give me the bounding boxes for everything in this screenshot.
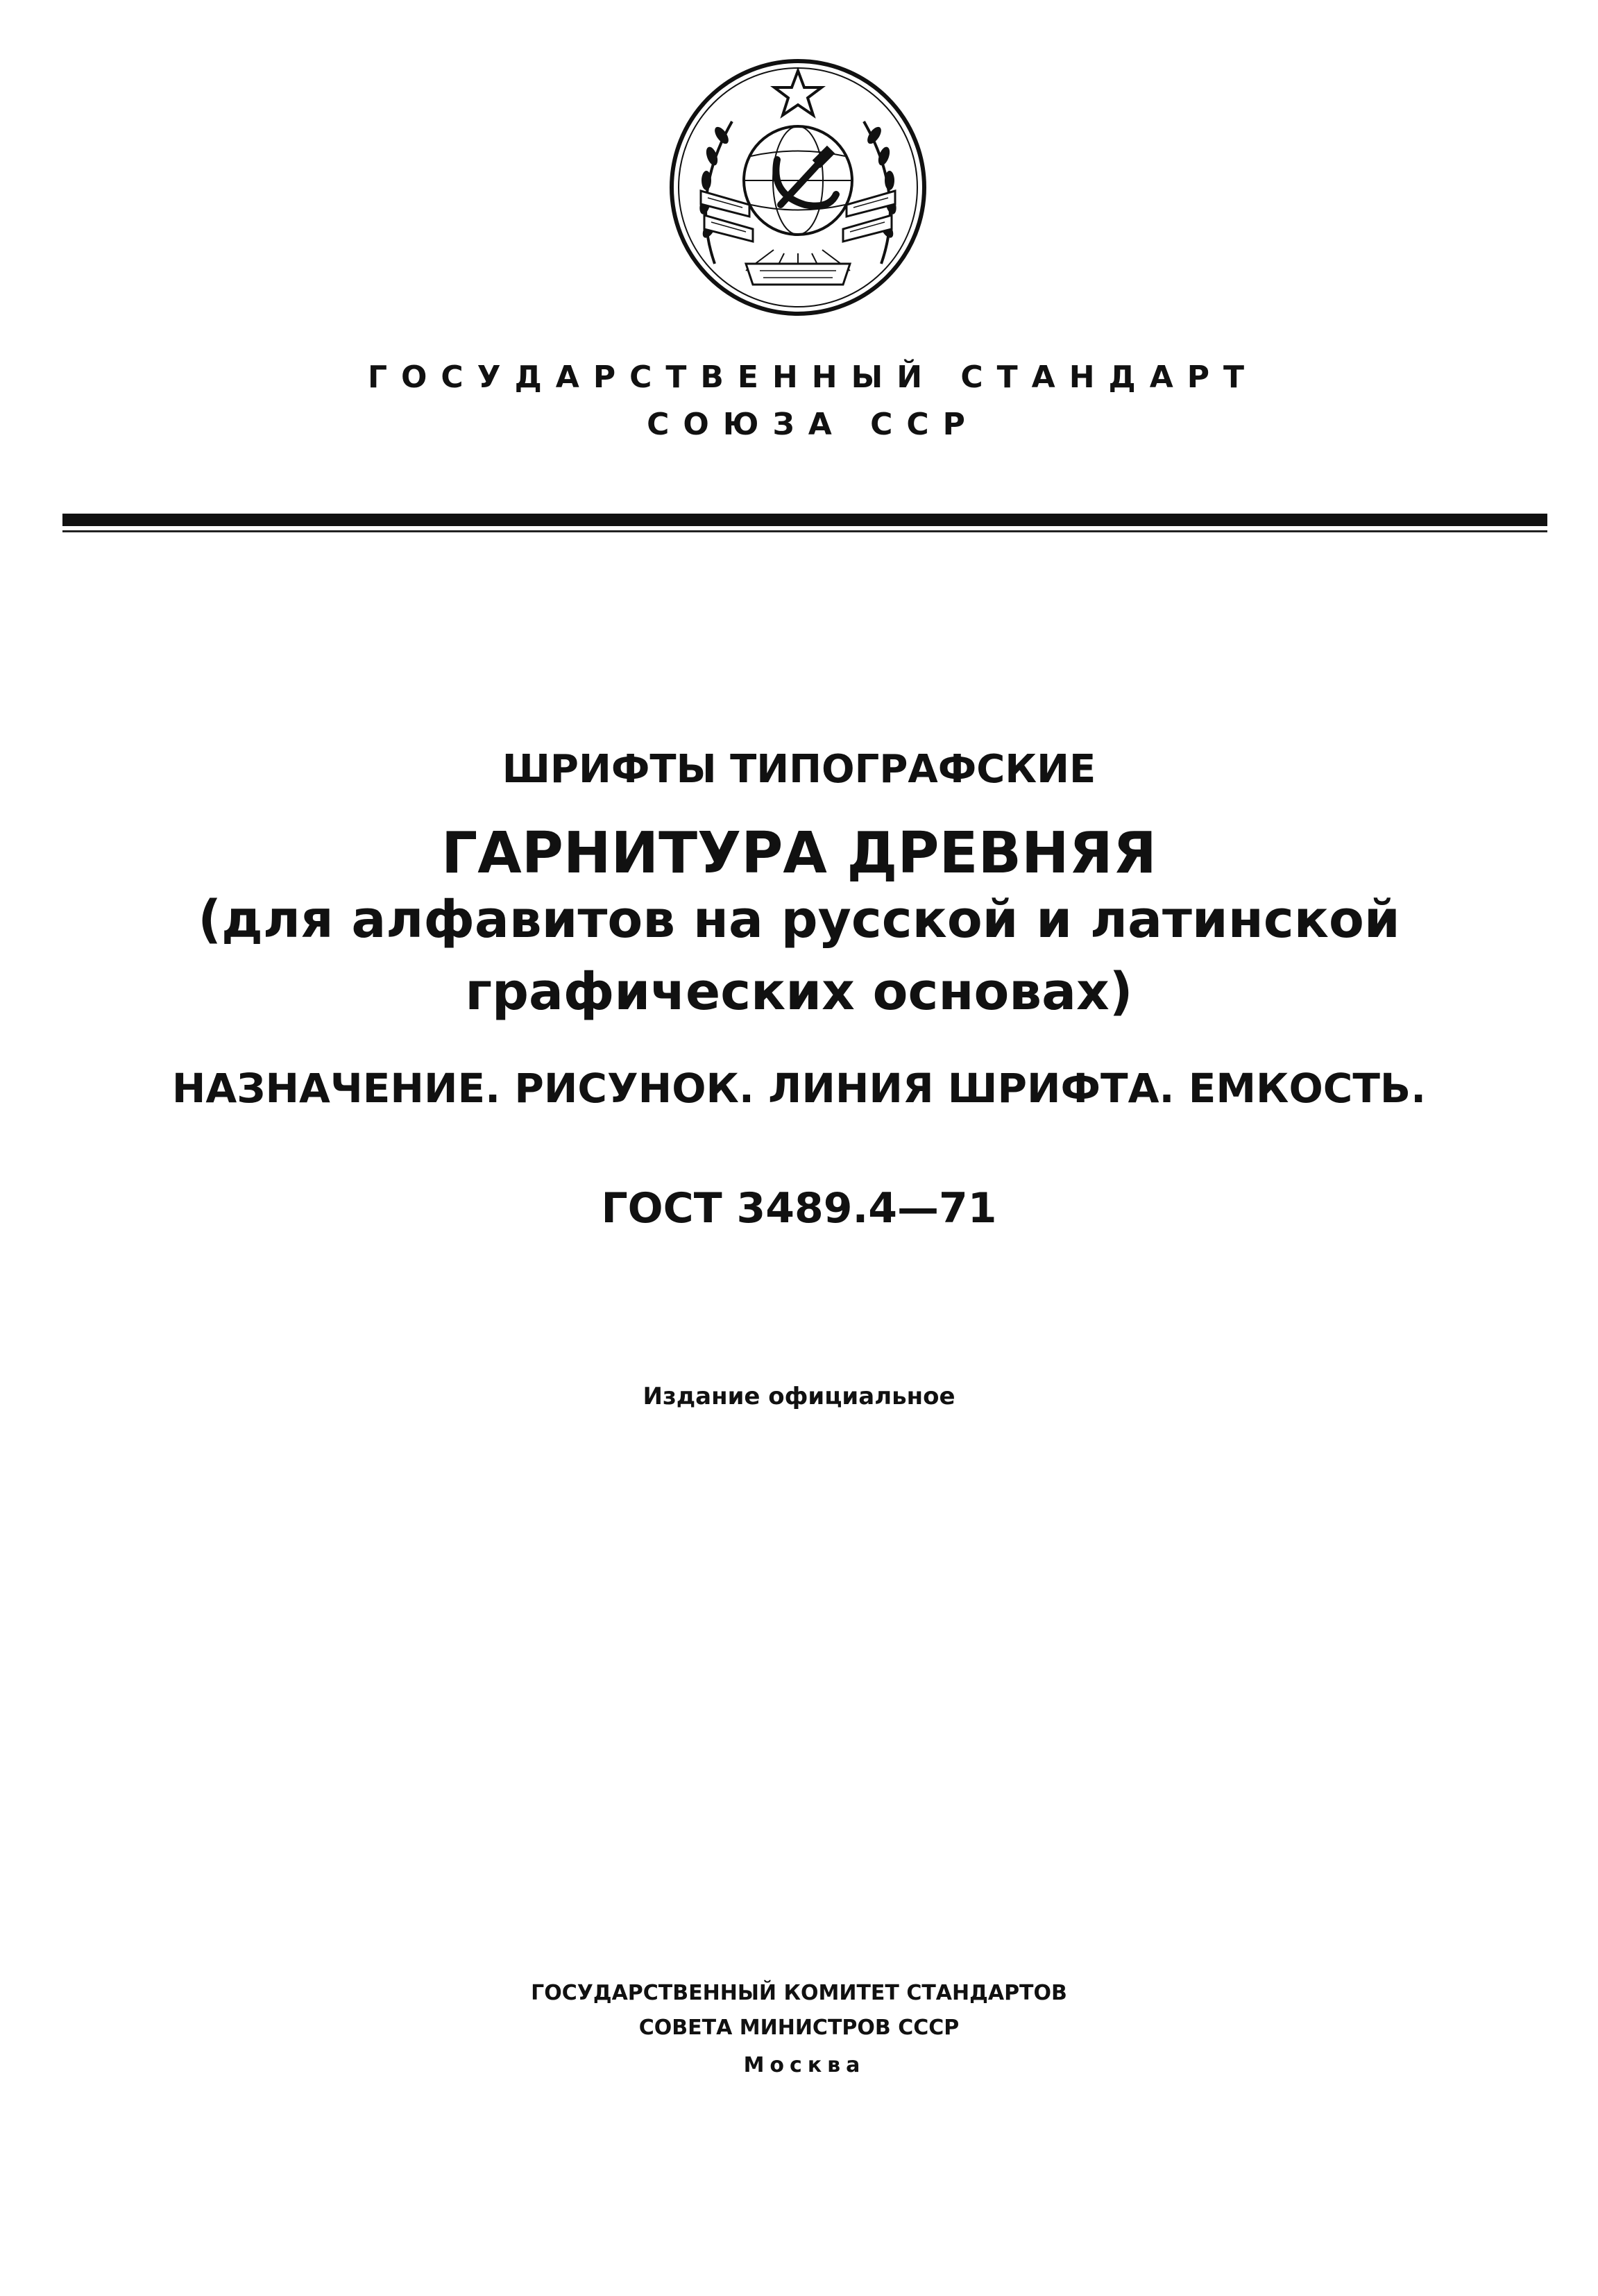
page-title: ГАРНИТУРА ДРЕВНЯЯ: [441, 820, 1157, 886]
edition-note: Издание официальное: [643, 1383, 955, 1410]
horizontal-rule-thin: [62, 530, 1547, 532]
title-subtitle-line-1: (для алфавитов на русской и латинской: [198, 890, 1400, 949]
header-line-1: ГОСУДАРСТВЕННЫЙ СТАНДАРТ: [367, 360, 1259, 395]
publisher-line-2: СОВЕТА МИНИСТРОВ СССР: [638, 2016, 960, 2040]
title-subtitle-line-2: графических основах): [465, 962, 1133, 1022]
publisher-line-1: ГОСУДАРСТВЕННЫЙ КОМИТЕТ СТАНДАРТОВ: [531, 1981, 1067, 2005]
title-category: ШРИФТЫ ТИПОГРАФСКИЕ: [502, 747, 1096, 792]
publisher-city: Москва: [743, 2053, 866, 2077]
header-line-2: СОЮЗА ССР: [647, 407, 979, 442]
standard-number: ГОСТ 3489.4—71: [601, 1184, 997, 1233]
horizontal-rule: [62, 514, 1547, 526]
designation-line: НАЗНАЧЕНИЕ. РИСУНОК. ЛИНИЯ ШРИФТА. ЕМКОСТЬ.: [171, 1065, 1427, 1112]
ussr-state-emblem-icon: [666, 56, 930, 319]
